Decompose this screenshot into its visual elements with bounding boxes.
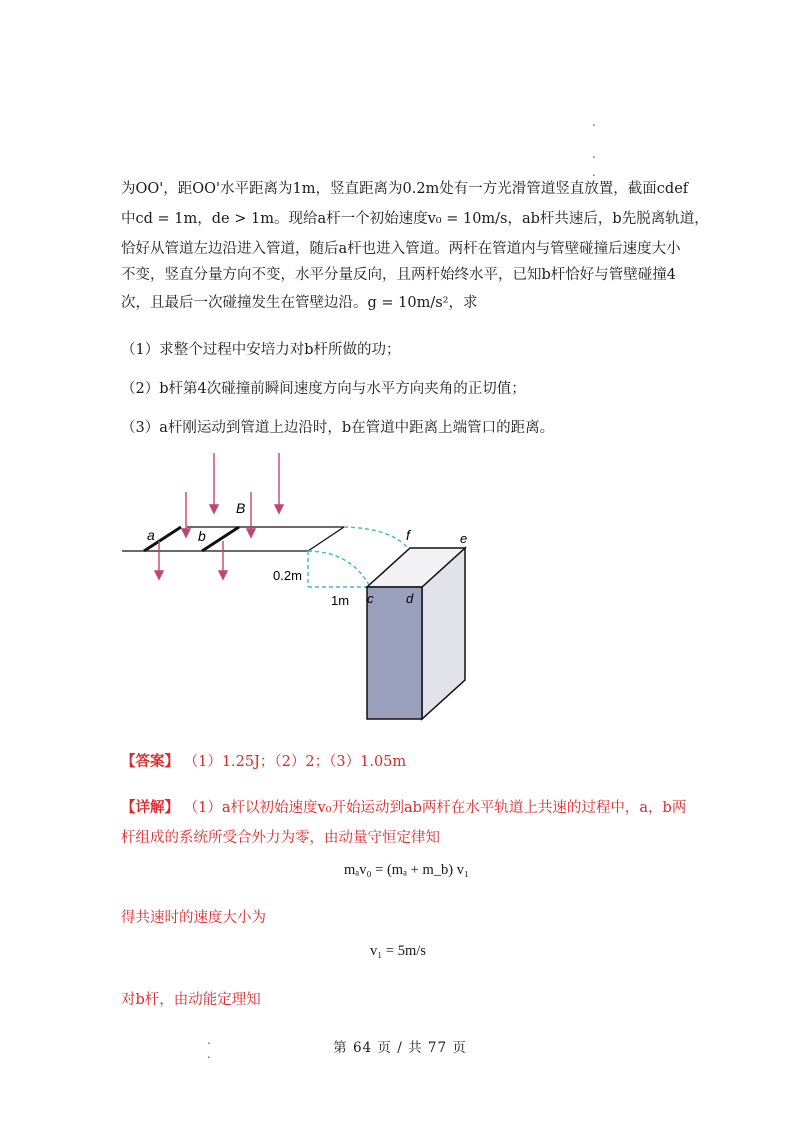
margin-dot: . [592, 165, 596, 179]
margin-dot: . [207, 1047, 211, 1061]
detail-text: （1）a杆以初始速度v₀开始运动到ab两杆在水平轨道上共速的过程中，a，b两 [183, 800, 687, 816]
detail-line-4: 对b杆，由动能定理知 [121, 992, 261, 1008]
question-3: （3）a杆刚运动到管道上边沿时，b在管道中距离上端管口的距离。 [121, 420, 555, 436]
detail-line-1 [121, 796, 686, 817]
physics-diagram [115, 448, 495, 728]
label-b: b [198, 528, 206, 544]
margin-dot: . [207, 1033, 211, 1047]
answer-text: （1）1.25J；（2）2；（3）1.05m [183, 754, 407, 770]
detail-line-3: 得共速时的速度大小为 [121, 910, 266, 926]
question-2: （2）b杆第4次碰撞前瞬间速度方向与水平方向夹角的正切值； [121, 381, 526, 397]
field-arrows [155, 453, 283, 579]
label-B: B [236, 500, 246, 516]
margin-dot: . [592, 147, 596, 161]
answer-tag: 【答案】 [121, 753, 179, 770]
label-1m: 1m [331, 593, 350, 608]
problem-line: 为OO'，距OO'水平距离为1m，竖直距离为0.2m处有一方光滑管道竖直放置，截面cdef [121, 181, 689, 197]
pipe-front-face [367, 587, 422, 719]
detail-tag: 【详解】 [121, 799, 179, 816]
detail-line-2: 杆组成的系统所受合外力为零，由动量守恒定律知 [121, 830, 440, 846]
problem-line: 中cd = 1m，de > 1m。现给a杆一个初始速度v₀ = 10m/s，ab杆共速后，b先脱离轨道， [121, 211, 709, 227]
page-number: 第 64 页 / 共 77 页 [333, 1040, 467, 1056]
question-1: （1）求整个过程中安培力对b杆所做的功； [121, 342, 401, 358]
label-c: c [367, 591, 374, 606]
problem-line: 次，且最后一次碰撞发生在管壁边沿。g = 10m/s²，求 [121, 295, 478, 311]
label-f: f [406, 527, 410, 543]
label-e: e [460, 531, 468, 546]
rod-b [202, 527, 239, 551]
equation-momentum: mₐv₀ = (mₐ + m_b) v₁ [344, 862, 470, 878]
equation-velocity: v₁ = 5m/s [370, 943, 426, 959]
problem-line: 恰好从管道左边沿进入管道，随后a杆也进入管道。两杆在管道内与管壁碰撞后速度大小 [121, 241, 681, 257]
answer-line [121, 750, 406, 771]
margin-dot: . [592, 115, 596, 129]
problem-line: 不变，竖直分量方向不变，水平分量反向，且两杆始终水平，已知b杆恰好与管壁碰撞4 [121, 267, 677, 283]
label-a: a [147, 527, 155, 543]
label-0.2m: 0.2m [273, 568, 302, 583]
label-d: d [406, 591, 414, 606]
